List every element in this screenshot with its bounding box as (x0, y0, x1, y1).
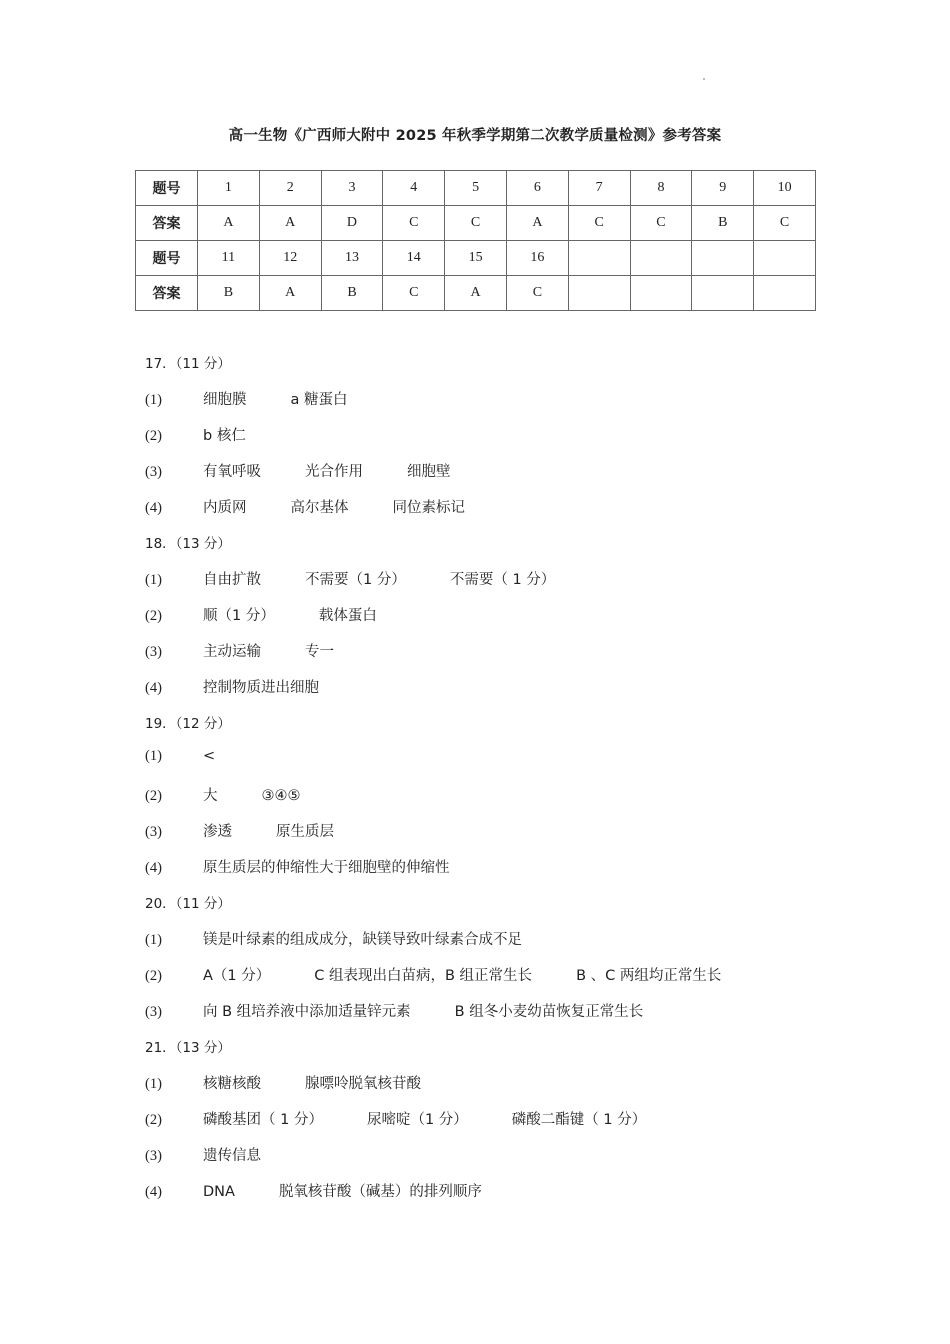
answer-text: 光合作用 (305, 464, 363, 480)
sub-question-number: (2) (145, 1112, 162, 1128)
answer-cell: C (506, 276, 568, 311)
answer-text: B 组冬小麦幼苗恢复正常生长 (454, 1004, 644, 1020)
sub-question-number: (4) (145, 680, 162, 696)
answer-line (145, 1000, 643, 1021)
answer-text: 镁是叶绿素的组成成分，缺镁导致叶绿素合成不足 (203, 932, 522, 948)
question-header: 20．（11 分） (145, 896, 231, 912)
sub-question-number: (1) (145, 572, 162, 588)
page-marker (703, 78, 705, 80)
answer-cell (754, 276, 816, 311)
answer-text: 内质网 (203, 500, 247, 516)
question-number-header: 题号 (136, 241, 198, 276)
question-number-cell: 10 (754, 171, 816, 206)
question-number-cell: 4 (383, 171, 445, 206)
sub-question-number: (3) (145, 644, 162, 660)
answer-text: 专一 (305, 644, 334, 660)
question-number-cell: 2 (259, 171, 321, 206)
answer-cell (568, 276, 630, 311)
answer-line (145, 964, 721, 985)
answer-line (145, 1072, 421, 1093)
sub-question-number: (1) (145, 748, 162, 764)
answer-text: b 核仁 (203, 428, 246, 444)
answer-line (145, 388, 348, 409)
answer-text: 磷酸二酯键（ 1 分） (511, 1112, 647, 1128)
sub-question-number: (2) (145, 788, 162, 804)
answer-cell: C (383, 206, 445, 241)
answer-text: 脱氧核苷酸（碱基）的排列顺序 (278, 1184, 482, 1200)
sub-question-number: (3) (145, 824, 162, 840)
answer-text: 大 (203, 788, 218, 804)
answer-line (145, 604, 377, 625)
answer-cell: A (506, 206, 568, 241)
sub-question-number: (2) (145, 968, 162, 984)
question-header: 18．（13 分） (145, 536, 231, 552)
answer-table (135, 170, 816, 311)
answer-text: 主动运输 (203, 644, 261, 660)
answer-cell: B (321, 276, 383, 311)
answer-cell (692, 276, 754, 311)
question-header: 19．（12 分） (145, 716, 231, 732)
sub-question-number: (2) (145, 608, 162, 624)
answer-cell: C (754, 206, 816, 241)
answer-text: 载体蛋白 (318, 608, 377, 624)
answer-header: 答案 (136, 206, 198, 241)
answer-text: 细胞壁 (407, 464, 451, 480)
answer-cell: C (445, 206, 507, 241)
answer-text: B 、C 两组均正常生长 (576, 968, 722, 984)
answer-cell: A (445, 276, 507, 311)
answer-cell (630, 276, 692, 311)
question-number-row (136, 171, 816, 206)
answer-row (136, 276, 816, 311)
answer-line (145, 568, 555, 589)
question-number-cell (630, 241, 692, 276)
answer-text: 高尔基体 (290, 500, 349, 516)
question-number-cell (754, 241, 816, 276)
answer-cell: D (321, 206, 383, 241)
answer-cell: A (259, 206, 321, 241)
sub-question-number: (4) (145, 500, 162, 516)
answer-text: 控制物质进出细胞 (203, 680, 319, 696)
answer-text: 原生质层 (276, 824, 334, 840)
answer-text: 同位素标记 (392, 500, 465, 516)
answer-text: a 糖蛋白 (290, 392, 348, 408)
question-number-cell (692, 241, 754, 276)
question-number-header: 题号 (136, 171, 198, 206)
answer-cell: B (198, 276, 260, 311)
answer-text: 自由扩散 (203, 572, 261, 588)
sub-question-number: (1) (145, 1076, 162, 1092)
question-number-row (136, 241, 816, 276)
answer-text: 细胞膜 (203, 392, 247, 408)
answer-row (136, 206, 816, 241)
answer-text: 有氧呼吸 (203, 464, 261, 480)
question-number-cell: 15 (445, 241, 507, 276)
sub-question-number: (4) (145, 860, 162, 876)
answer-line (145, 460, 451, 481)
answer-text: < (203, 748, 216, 764)
sub-question-number: (2) (145, 428, 162, 444)
answer-text: 向 B 组培养液中添加适量锌元素 (203, 1004, 411, 1020)
question-number-cell: 3 (321, 171, 383, 206)
answer-text: A（1 分） (203, 968, 271, 984)
answer-cell: B (692, 206, 754, 241)
answer-text: C 组表现出白苗病，B 组正常生长 (314, 968, 533, 984)
answer-cell: C (383, 276, 445, 311)
answer-text: 不需要（ 1 分） (449, 572, 556, 588)
question-number-cell: 9 (692, 171, 754, 206)
answer-line (145, 424, 246, 445)
answer-text: 顺（1 分） (203, 608, 275, 624)
answer-cell: A (259, 276, 321, 311)
question-number-cell: 14 (383, 241, 445, 276)
answer-line (145, 1144, 261, 1165)
answer-line (145, 676, 319, 697)
sub-question-number: (3) (145, 464, 162, 480)
question-header: 17．（11 分） (145, 356, 231, 372)
question-header: 21．（13 分） (145, 1040, 231, 1056)
answer-text: 原生质层的伸缩性大于细胞壁的伸缩性 (203, 860, 450, 876)
sub-question-number: (1) (145, 392, 162, 408)
answer-line (145, 640, 334, 661)
answer-text: 渗透 (203, 824, 232, 840)
sub-question-number: (3) (145, 1148, 162, 1164)
answer-text: ③④⑤ (261, 788, 301, 804)
question-number-cell: 12 (259, 241, 321, 276)
question-number-cell: 6 (506, 171, 568, 206)
question-number-cell: 7 (568, 171, 630, 206)
answer-text: 磷酸基团（ 1 分） (203, 1112, 323, 1128)
sub-question-number: (3) (145, 1004, 162, 1020)
question-number-cell: 16 (506, 241, 568, 276)
answer-line (145, 928, 522, 949)
answer-line (145, 748, 215, 765)
answer-line (145, 1180, 482, 1201)
answer-text: DNA (203, 1184, 235, 1200)
answer-text: 遗传信息 (203, 1148, 261, 1164)
page-title: 高一生物《广西师大附中 2025 年秋季学期第二次教学质量检测》参考答案 (228, 128, 722, 144)
answer-line (145, 496, 465, 517)
sub-question-number: (4) (145, 1184, 162, 1200)
question-number-cell: 1 (198, 171, 260, 206)
answer-line (145, 820, 334, 841)
question-number-cell: 5 (445, 171, 507, 206)
question-number-cell (568, 241, 630, 276)
question-number-cell: 8 (630, 171, 692, 206)
answer-cell: A (198, 206, 260, 241)
answer-cell: C (630, 206, 692, 241)
answer-line (145, 1108, 646, 1129)
answer-cell: C (568, 206, 630, 241)
answer-text: 不需要（1 分） (305, 572, 406, 588)
question-number-cell: 13 (321, 241, 383, 276)
answer-header: 答案 (136, 276, 198, 311)
question-number-cell: 11 (198, 241, 260, 276)
sub-question-number: (1) (145, 932, 162, 948)
answer-text: 腺嘌呤脱氧核苷酸 (305, 1076, 421, 1092)
answer-line (145, 784, 301, 805)
answer-text: 核糖核酸 (203, 1076, 261, 1092)
answer-line (145, 856, 450, 877)
answer-text: 尿嘧啶（1 分） (366, 1112, 468, 1128)
